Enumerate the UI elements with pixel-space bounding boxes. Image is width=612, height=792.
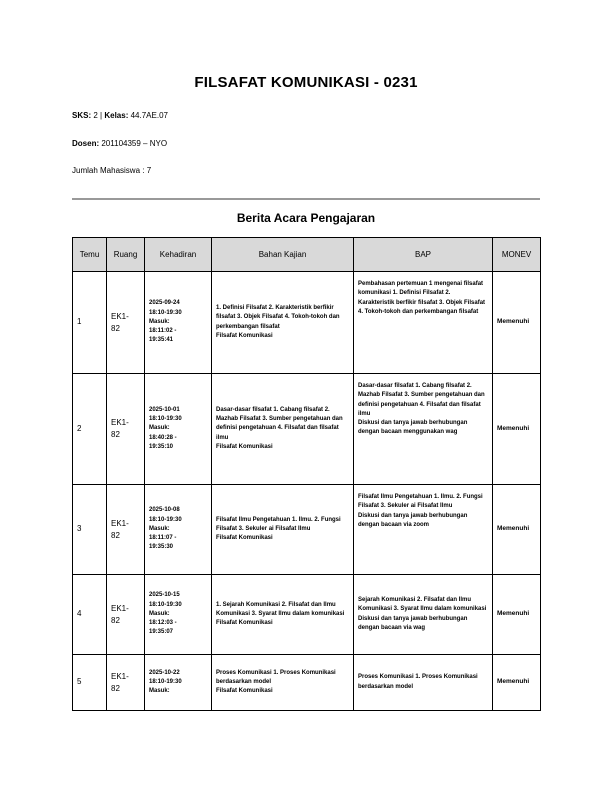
cell-ruang: EK1- 82 — [107, 485, 145, 575]
table-row — [73, 575, 541, 655]
sks-label: SKS: — [72, 111, 92, 120]
document-title: FILSAFAT KOMUNIKASI - 0231 — [194, 74, 418, 91]
table-row — [73, 485, 541, 575]
table-header-row — [73, 238, 541, 272]
sks-kelas-line — [72, 111, 168, 120]
cell-monev: Memenuhi — [493, 374, 541, 485]
cell-bap: Sejarah Komunikasi 2. Filsafat dan Ilmu Komunikasi 3. Syarat Ilmu dalam komunikasi Diskusi dan tanya jawab berhubungan dengan bacaan via wag — [354, 575, 493, 655]
cell-kehadiran: 2025-10-01 18:10-19:30 Masuk: 18:40:28 - 19:35:10 — [145, 374, 212, 485]
cell-bap: Filsafat Ilmu Pengetahuan 1. Ilmu. 2. Fungsi Filsafat 3. Sekuler ai Filsafat Ilmu Diskusi dan tanya jawab berhubungan dengan bacaan via zoom — [354, 485, 493, 575]
cell-temu: 5 — [73, 655, 107, 711]
cell-temu: 1 — [73, 272, 107, 374]
cell-monev: Memenuhi — [493, 485, 541, 575]
cell-bap: Proses Komunikasi 1. Proses Komunikasi berdasarkan model — [354, 655, 493, 711]
cell-monev: Memenuhi — [493, 655, 541, 711]
cell-kehadiran: 2025-09-24 18:10-19:30 Masuk: 18:11:02 - 19:35:41 — [145, 272, 212, 374]
cell-temu: 4 — [73, 575, 107, 655]
cell-ruang: EK1- 82 — [107, 374, 145, 485]
sks-value: 2 — [93, 111, 98, 120]
bap-table — [72, 237, 541, 711]
cell-ruang: EK1- 82 — [107, 272, 145, 374]
dosen-label: Dosen: — [72, 139, 100, 148]
cell-bap: Pembahasan pertemuan 1 mengenai filsafat komunikasi 1. Definisi Filsafat 2. Karakteristik berfikir filsafat 3. Objek Filsafat 4. Tokoh-tokoh dan perkembangan filsafat — [354, 272, 493, 374]
cell-bahan-kajian: 1. Sejarah Komunikasi 2. Filsafat dan Ilmu Komunikasi 3. Syarat Ilmu dalam komunikasi Filsafat Komunikasi — [212, 575, 354, 655]
section-title: Berita Acara Pengajaran — [236, 211, 376, 225]
cell-kehadiran: 2025-10-08 18:10-19:30 Masuk: 18:11:07 - 19:35:30 — [145, 485, 212, 575]
jumlah-mahasiswa: Jumlah Mahasiswa : 7 — [72, 166, 152, 175]
cell-monev: Memenuhi — [493, 272, 541, 374]
dosen-value: 201104359 – NYO — [101, 139, 168, 148]
header-temu: Temu — [73, 238, 107, 272]
separator: | — [100, 111, 103, 120]
cell-monev: Memenuhi — [493, 575, 541, 655]
cell-bahan-kajian: Filsafat Ilmu Pengetahuan 1. Ilmu. 2. Fungsi Filsafat 3. Sekuler ai Filsafat Ilmu Filsafat Komunikasi — [212, 485, 354, 575]
cell-ruang: EK1- 82 — [107, 575, 145, 655]
header-monev: MONEV — [493, 238, 541, 272]
kelas-value: 44.7AE.07 — [130, 111, 168, 120]
cell-bahan-kajian: Proses Komunikasi 1. Proses Komunikasi berdasarkan model Filsafat Komunikasi — [212, 655, 354, 711]
cell-temu: 2 — [73, 374, 107, 485]
cell-bap: Dasar-dasar filsafat 1. Cabang filsafat 2. Mazhab Filsafat 3. Sumber pengetahuan dan definisi pengetahuan 4. Filsafat dan filsafat ilmu Diskusi dan tanya jawab berhubungan dengan bacaan menggunakan wag — [354, 374, 493, 485]
divider — [72, 198, 540, 200]
header-bap: BAP — [354, 238, 493, 272]
header-kehadiran: Kehadiran — [145, 238, 212, 272]
cell-kehadiran: 2025-10-15 18:10-19:30 Masuk: 18:12:03 - 19:35:07 — [145, 575, 212, 655]
table-row — [73, 374, 541, 485]
table-row — [73, 655, 541, 711]
kelas-label: Kelas: — [104, 111, 129, 120]
dosen-line — [72, 139, 167, 148]
cell-kehadiran: 2025-10-22 18:10-19:30 Masuk: — [145, 655, 212, 711]
header-ruang: Ruang — [107, 238, 145, 272]
header-bahan-kajian: Bahan Kajian — [212, 238, 354, 272]
cell-temu: 3 — [73, 485, 107, 575]
cell-bahan-kajian: 1. Definisi Filsafat 2. Karakteristik berfikir filsafat 3. Objek Filsafat 4. Tokoh-tokoh dan perkembangan filsafat Filsafat Komunikasi — [212, 272, 354, 374]
cell-ruang: EK1- 82 — [107, 655, 145, 711]
cell-bahan-kajian: Dasar-dasar filsafat 1. Cabang filsafat 2. Mazhab Filsafat 3. Sumber pengetahuan dan definisi pengetahuan 4. Filsafat dan filsafat ilmu Filsafat Komunikasi — [212, 374, 354, 485]
table-row — [73, 272, 541, 374]
